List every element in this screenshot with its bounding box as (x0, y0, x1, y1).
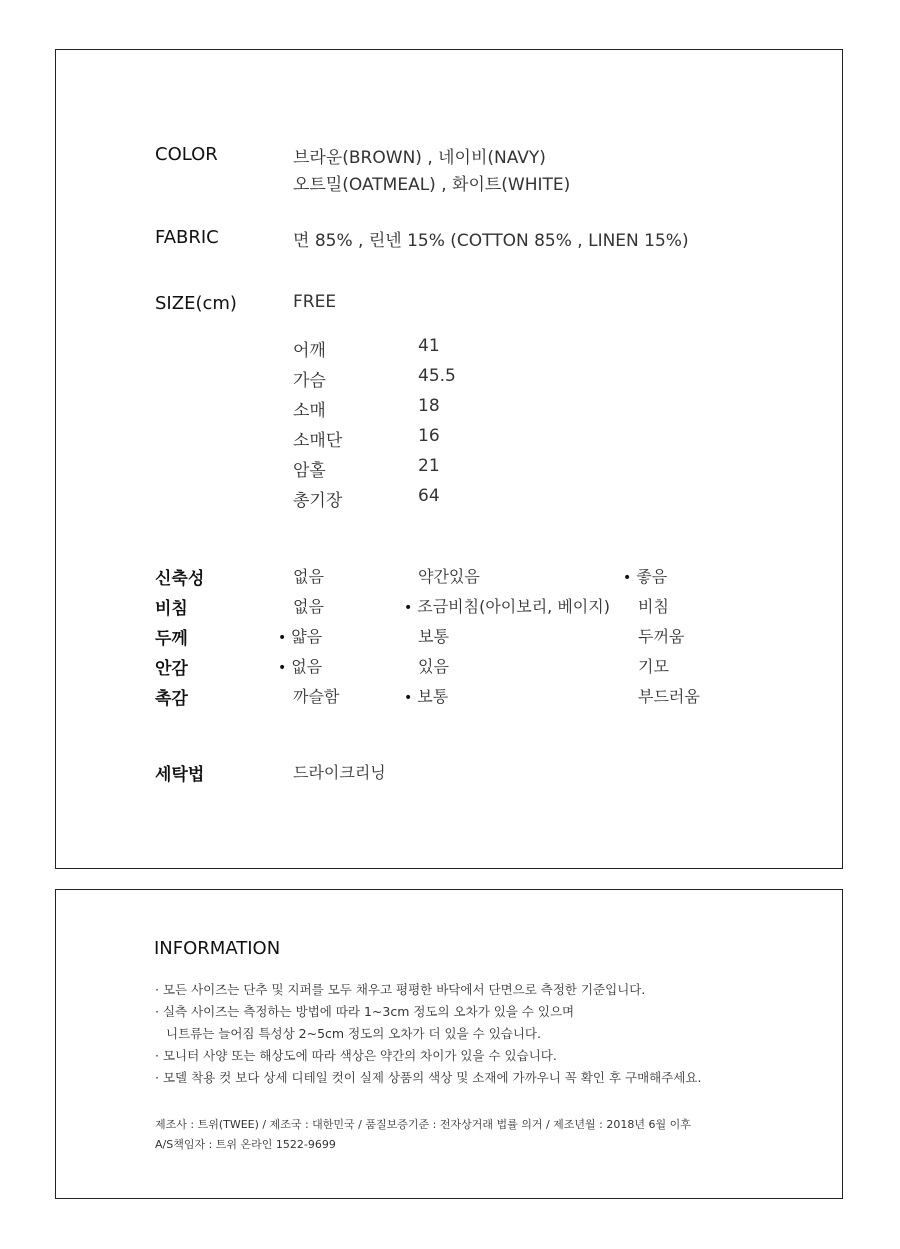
size-name: 가슴 (293, 371, 326, 391)
size-measure: 64 (418, 486, 440, 506)
information-box (55, 889, 843, 1199)
attr-option: 없음 (293, 597, 324, 616)
attr-option: 부드러움 (638, 687, 700, 706)
attr-option: 보통 (418, 627, 449, 646)
bullet-icon: • (278, 660, 287, 676)
size-measure: 41 (418, 336, 440, 356)
size-name: 어깨 (293, 341, 326, 361)
attr-label-thickness: 두께 (155, 629, 188, 649)
attr-label-texture: 촉감 (155, 689, 188, 709)
attr-label-stretch: 신축성 (155, 569, 205, 589)
size-value: FREE (293, 292, 337, 312)
size-name: 암홀 (293, 461, 326, 481)
as-contact-info: A/S책임자 : 트위 온라인 1522-9699 (155, 1138, 336, 1151)
info-line: 니트류는 늘어짐 특성상 2~5cm 정도의 오차가 더 있을 수 있습니다. (166, 1026, 541, 1041)
size-measure: 18 (418, 396, 440, 416)
size-measure: 16 (418, 426, 440, 446)
size-measure: 45.5 (418, 366, 456, 386)
attr-option-selected: • 조금비침(아이보리, 베이지) (404, 597, 610, 616)
fabric-label: FABRIC (155, 227, 219, 248)
size-name: 소매단 (293, 431, 343, 451)
size-name: 총기장 (293, 491, 343, 511)
info-line: · 실측 사이즈는 측정하는 방법에 따라 1~3cm 정도의 오차가 있을 수 있으며 (155, 1004, 575, 1019)
attr-option: 두꺼움 (638, 627, 685, 646)
attr-option-selected: • 좋음 (623, 567, 668, 586)
attr-option: 없음 (293, 567, 324, 586)
color-value-line2: 오트밀(OATMEAL) , 화이트(WHITE) (293, 175, 571, 195)
size-measure: 21 (418, 456, 440, 476)
attr-label-lining: 안감 (155, 659, 188, 679)
info-line: · 모니터 사양 또는 해상도에 따라 색상은 약간의 차이가 있을 수 있습니다. (155, 1048, 557, 1063)
fabric-value: 면 85% , 린넨 15% (COTTON 85% , LINEN 15%) (293, 231, 689, 251)
attr-label-sheerness: 비침 (155, 599, 188, 619)
attr-option-selected: • 없음 (278, 657, 323, 676)
color-label: COLOR (155, 144, 218, 165)
attr-option: 있음 (418, 657, 449, 676)
attr-option-selected: • 얇음 (278, 627, 323, 646)
bullet-icon: • (404, 600, 413, 616)
size-label: SIZE(cm) (155, 293, 237, 314)
bullet-icon: • (623, 570, 632, 586)
color-value-line1: 브라운(BROWN) , 네이비(NAVY) (293, 148, 546, 168)
attr-option-selected: • 보통 (404, 687, 449, 706)
info-line: · 모든 사이즈는 단추 및 지퍼를 모두 채우고 평평한 바닥에서 단면으로 측정한 기준입니다. (155, 982, 646, 997)
attr-option: 비침 (638, 597, 669, 616)
manufacturer-info: 제조사 : 트위(TWEE) / 제조국 : 대한민국 / 품질보증기준 : 전자상거래 법률 의거 / 제조년월 : 2018년 6월 이후 (155, 1118, 691, 1131)
wash-value: 드라이크리닝 (293, 763, 386, 782)
info-line: · 모델 착용 컷 보다 상세 디테일 컷이 실제 상품의 색상 및 소재에 가까우니 꼭 확인 후 구매해주세요. (155, 1070, 702, 1085)
attr-option: 약간있음 (418, 567, 480, 586)
information-title: INFORMATION (154, 938, 281, 959)
attr-option: 기모 (638, 657, 669, 676)
bullet-icon: • (278, 630, 287, 646)
wash-label: 세탁법 (155, 765, 205, 785)
bullet-icon: • (404, 690, 413, 706)
attr-option: 까슬함 (293, 687, 340, 706)
size-name: 소매 (293, 401, 326, 421)
